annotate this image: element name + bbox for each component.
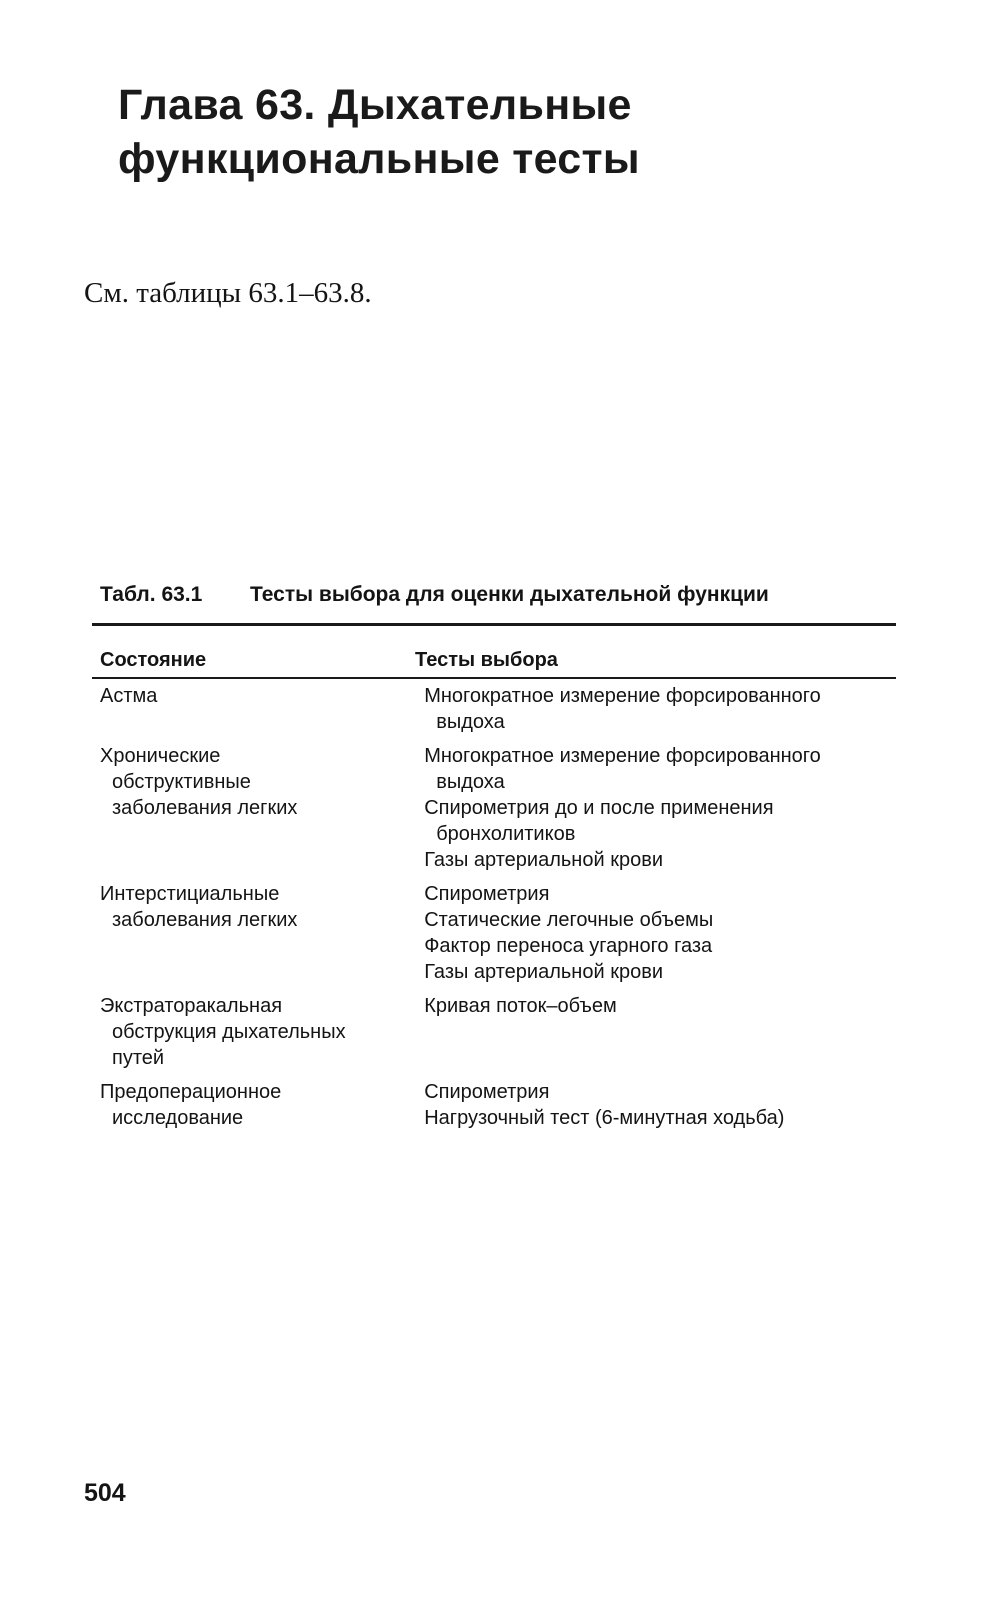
chapter-title-line-2: функциональные тесты (118, 135, 640, 183)
chapter-title-line-1: Глава 63. Дыхательные (118, 81, 632, 129)
table-row (100, 1079, 900, 1131)
condition-cell: Экстраторакальная обструкция дыхательных путей (100, 995, 346, 1069)
test-item: Многократное измерение форсированного выдоха (424, 685, 821, 733)
table-caption (100, 582, 769, 608)
test-item: Спирометрия (424, 883, 550, 905)
tests-cell (424, 881, 900, 985)
tests-cell (424, 993, 900, 1071)
condition-cell: Хронические обструктивные заболевания легких (100, 745, 298, 819)
test-item: Статические легочные объемы (424, 909, 714, 931)
test-item: Фактор переноса угарного газа (424, 935, 713, 957)
test-item: Нагрузочный тест (6-минутная ходьба) (424, 1107, 785, 1129)
intro-text: См. таблицы 63.1–63.8. (84, 277, 372, 309)
table-row (100, 881, 900, 985)
table-caption-title: Тесты выбора для оценки дыхательной функции (250, 583, 769, 606)
table-top-rule (92, 623, 896, 626)
tests-cell (424, 683, 900, 735)
condition-cell: Предоперационное исследование (100, 1081, 282, 1129)
condition-cell: Интерстициальные заболевания легких (100, 883, 298, 931)
test-item: Спирометрия (424, 1081, 550, 1103)
tests-cell (424, 743, 900, 873)
table-header-rule (92, 677, 896, 679)
test-item: Многократное измерение форсированного выдоха (424, 745, 821, 793)
table-body (100, 683, 900, 1139)
column-header-tests: Тесты выбора (415, 649, 558, 671)
test-item: Кривая поток–объем (424, 995, 617, 1017)
test-item: Газы артериальной крови (424, 849, 663, 871)
column-header-condition: Состояние (100, 649, 207, 671)
table-caption-number: Табл. 63.1 (100, 583, 203, 606)
table-row (100, 743, 900, 873)
test-item: Спирометрия до и после применения бронхолитиков (424, 797, 774, 845)
table-row (100, 683, 900, 735)
test-item: Газы артериальной крови (424, 961, 663, 983)
tests-cell (424, 1079, 900, 1131)
condition-cell: Астма (100, 685, 158, 707)
table-row (100, 993, 900, 1071)
chapter-title (118, 78, 878, 186)
page-number: 504 (84, 1479, 126, 1507)
